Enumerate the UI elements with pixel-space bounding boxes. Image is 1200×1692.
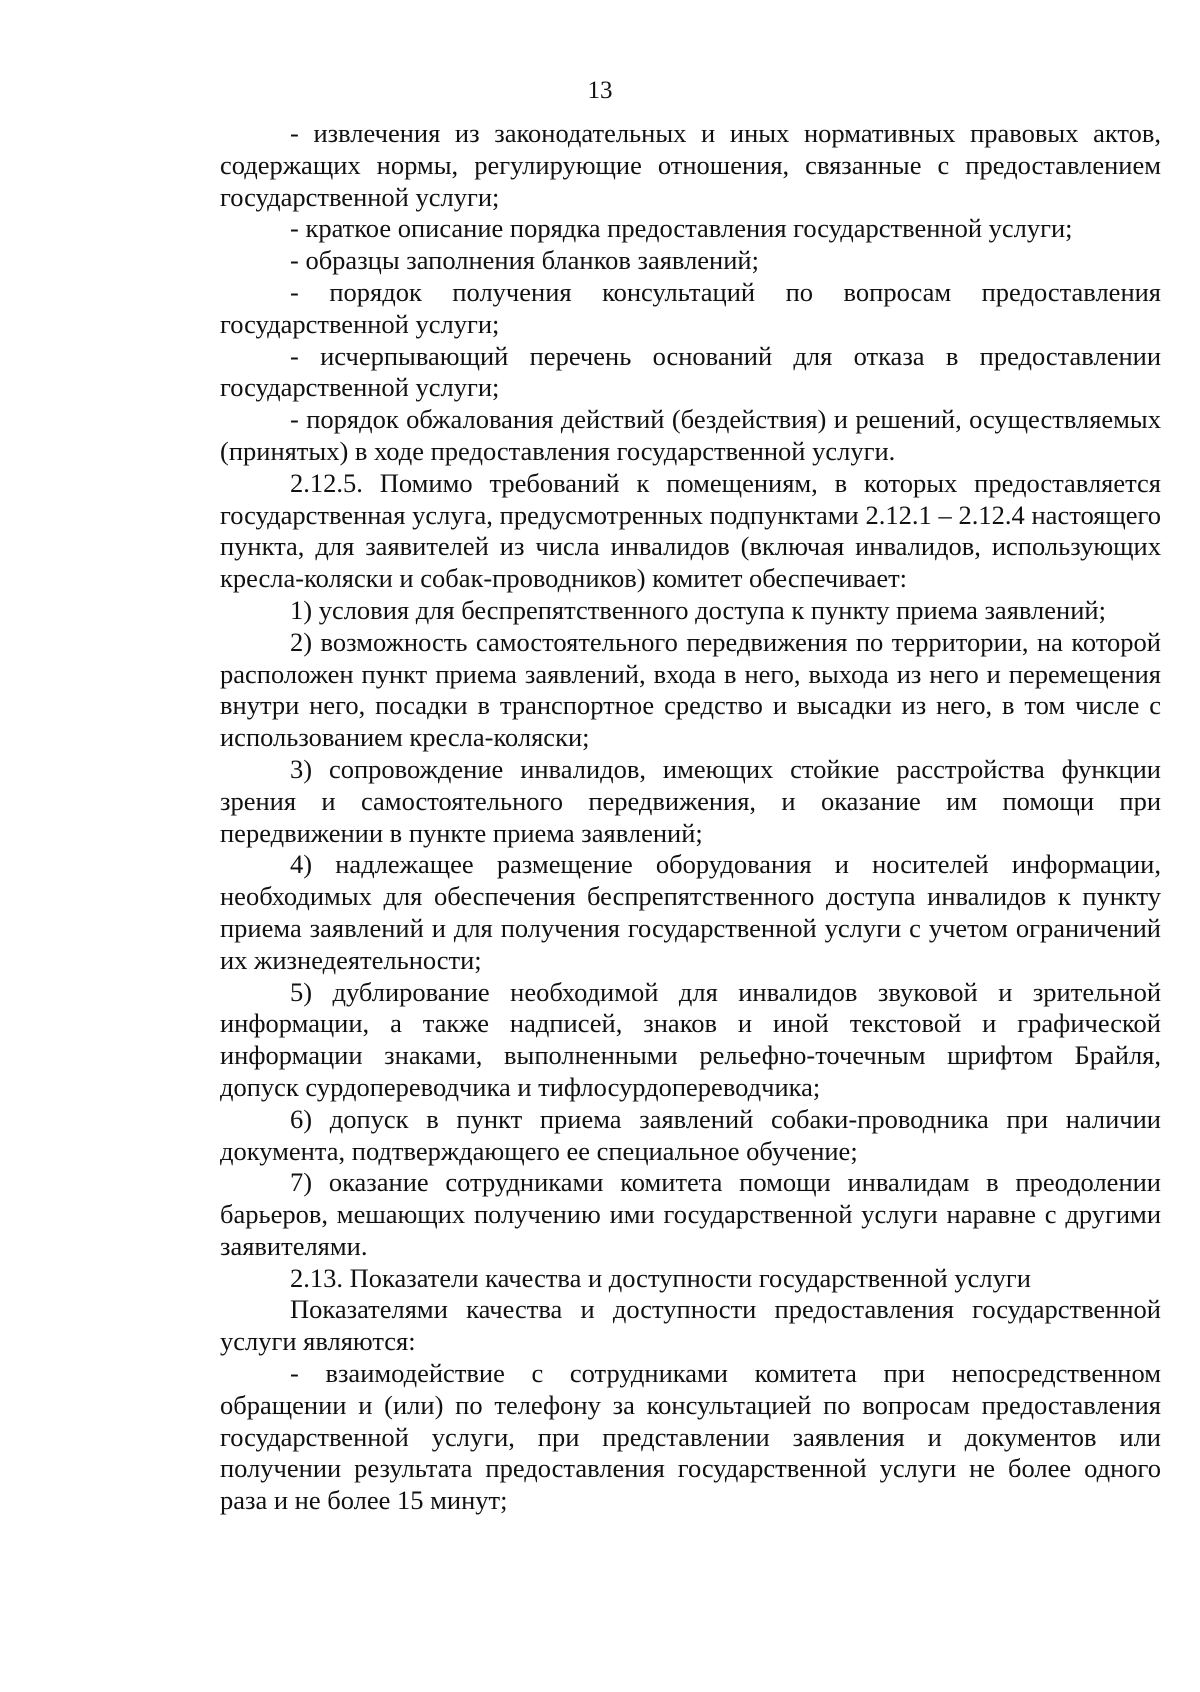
paragraph: 6) допуск в пункт приема заявлений собаки-проводника при наличии документа, подтверждающего ее специальное обучение;: [220, 1103, 1161, 1166]
paragraph: - исчерпывающий перечень оснований для отказа в предоставлении государственной услуги;: [220, 340, 1161, 403]
paragraph: - извлечения из законодательных и иных нормативных правовых актов, содержащих нормы, регулирующие отношения, связанные с предоставлением государственной услуги;: [220, 118, 1161, 212]
paragraph: - порядок получения консультаций по вопросам предоставления государственной услуги;: [220, 276, 1161, 339]
paragraph: - взаимодействие с сотрудниками комитета при непосредственном обращении и (или) по телефону за консультацией по вопросам предоставления государственной услуги, при представлении заявления и документов или получении результата предоставления государственной услуги не более одного раза и не более 15 минут;: [220, 1358, 1161, 1516]
paragraph: - краткое описание порядка предоставления государственной услуги;: [290, 213, 1073, 244]
section-heading: 2.13. Показатели качества и доступности государственной услуги: [290, 1262, 1031, 1293]
paragraph: 2) возможность самостоятельного передвижения по территории, на которой расположен пункт приема заявлений, входа в него, выхода из него и перемещения внутри него, посадки в транспортное средство и высадки из него, в том числе с использованием кресла-коляски;: [220, 626, 1161, 753]
paragraph: Показателями качества и доступности предоставления государственной услуги являются:: [220, 1294, 1161, 1357]
paragraph: 4) надлежащее размещение оборудования и носителей информации, необходимых для обеспечения беспрепятственного доступа инвалидов к пункту приема заявлений и для получения государственной услуги с учетом ограничений их жизнедеятельности;: [220, 849, 1161, 975]
paragraph: 5) дублирование необходимой для инвалидов звуковой и зрительной информации, а также надписей, знаков и иной текстовой и графической информации знаками, выполненными рельефно-точечным шрифтом Брайля, допуск сурдопереводчика и тифлосурдопереводчика;: [220, 976, 1161, 1102]
paragraph: 1) условия для беспрепятственного доступа к пункту приема заявлений;: [290, 594, 1106, 625]
paragraph: 3) сопровождение инвалидов, имеющих стойкие расстройства функции зрения и самостоятельного передвижения, и оказание им помощи при передвижении в пункте приема заявлений;: [220, 753, 1161, 848]
paragraph: - порядок обжалования действий (бездействия) и решений, осуществляемых (принятых) в ходе предоставления государственной услуги.: [220, 404, 1161, 466]
paragraph: 2.12.5. Помимо требований к помещениям, в которых предоставляется государственная услуга, предусмотренных подпунктами 2.12.1 – 2.12.4 настоящего пункта, для заявителей из числа инвалидов (включая инвалидов, использующих кресла-коляски и собак-проводников) комитет обеспечивает:: [220, 467, 1161, 594]
paragraph: 7) оказание сотрудниками комитета помощи инвалидам в преодолении барьеров, мешающих получению ими государственной услуги наравне с другими заявителями.: [220, 1167, 1161, 1261]
paragraph: - образцы заполнения бланков заявлений;: [290, 245, 759, 276]
page-number: 13: [587, 77, 613, 104]
document-body: [220, 118, 1161, 1517]
